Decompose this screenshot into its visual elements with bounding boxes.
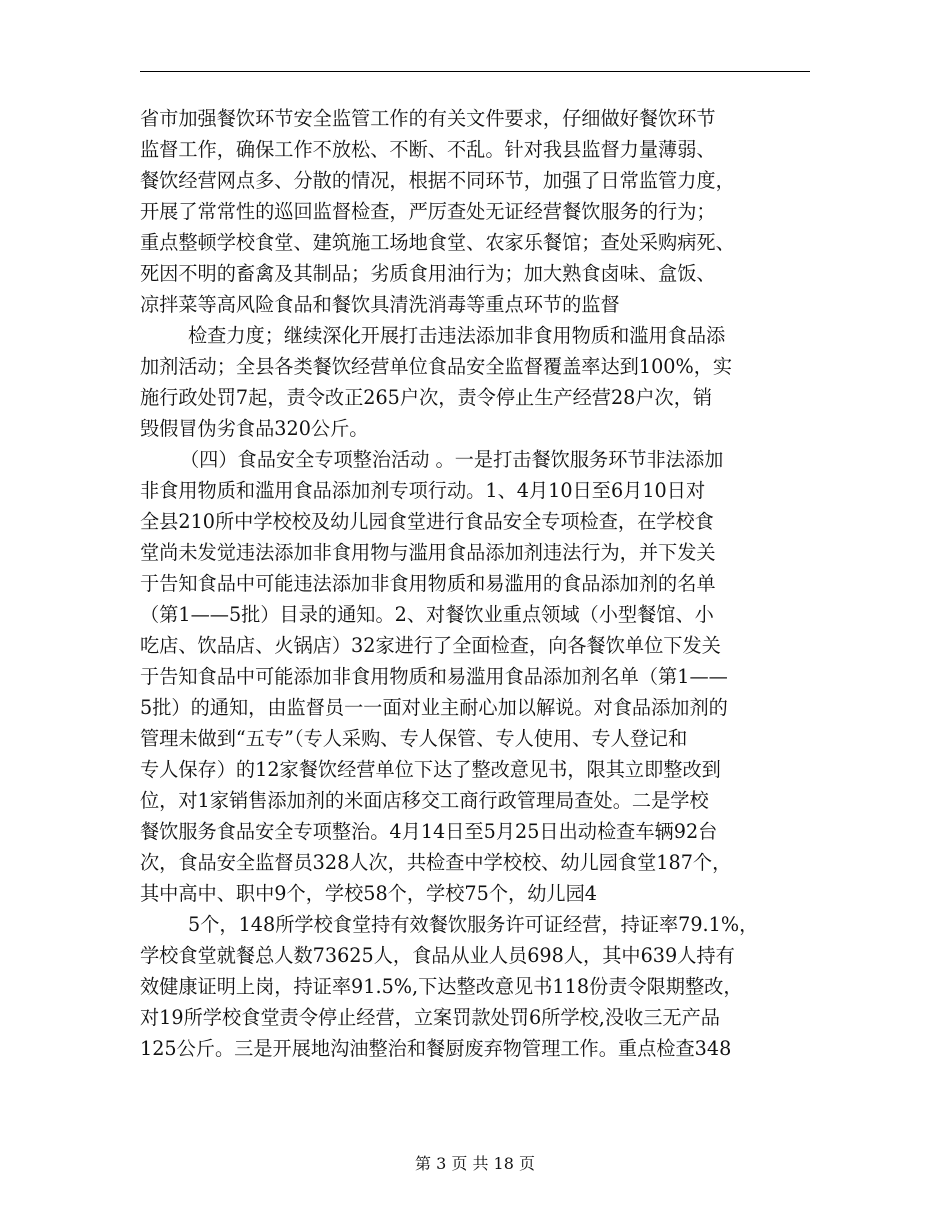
text-line-18: 吃店、饮品店、火锅店）32家进行了全面检查，向各餐饮单位下发关 [140,634,721,657]
document-body [140,103,815,1064]
text-line-26: 其中高中、职中9个，学校58个，学校75个，幼儿园4 [140,882,597,905]
text-line-21: 管理未做到“五专”（专人采购、专人保管、专人使用、专人登记和 [140,727,688,750]
text-line-13: 非食用物质和滥用食品添加剂专项行动。1、4月10日至6月10日对 [140,479,706,502]
text-line-14: 全县210所中学校校及幼儿园食堂进行食品安全专项检查，在学校食 [140,510,714,533]
text-line-27: 5个，148所学校食堂持有效餐饮服务许可证经营，持证率79.1%， [188,913,759,936]
text-line-16: 于告知食品中可能违法添加非食用物质和易滥用的食品添加剂的名单 [140,572,716,595]
text-line-25: 次，食品安全监督员328人次，共检查中学校校、幼儿园食堂187个， [140,851,732,874]
text-line-4: 开展了常常性的巡回监督检查，严厉查处无证经营餐饮服务的行为； [140,200,716,223]
text-line-24: 餐饮服务食品安全专项整治。4月14日至5月25日出动检查车辆92台 [140,820,718,843]
text-line-2: 监督工作，确保工作不放松、不断、不乱。针对我县监督力量薄弱、 [140,138,716,161]
text-line-3: 餐饮经营网点多、分散的情况，根据不同环节，加强了日常监管力度， [140,169,735,192]
text-line-28: 学校食堂就餐总人数73625人，食品从业人员698人，其中639人持有 [140,944,735,967]
text-line-15: 堂尚未发觉违法添加非食用物与滥用食品添加剂违法行为，并下发关 [140,541,716,564]
text-line-30: 对19所学校食堂责令停止经营，立案罚款处罚6所学校,没收三无产品 [140,1006,720,1029]
page-number-footer: 第 3 页 共 18 页 [415,1154,535,1173]
text-line-17: （第1——5批）目录的通知。2、对餐饮业重点领域（小型餐馆、小 [140,603,714,626]
text-line-6: 死因不明的畜禽及其制品；劣质食用油行为；加大熟食卤味、盒饭、 [140,262,716,285]
header-rule [140,71,810,72]
text-line-10: 施行政处罚7起，责令改正265户次，责令停止生产经营28户次，销 [140,386,713,409]
text-line-7: 凉拌菜等高风险食品和餐饮具清洗消毒等重点环节的监督 [140,293,620,316]
text-line-31: 125公斤。三是开展地沟油整治和餐厨废弃物管理工作。重点检查348 [140,1037,732,1060]
text-line-12: （四）食品安全专项整治活动 。一是打击餐饮服务环节非法添加 [180,448,724,471]
text-line-5: 重点整顿学校食堂、建筑施工场地食堂、农家乐餐馆；查处采购病死、 [140,231,735,254]
text-line-20: 5批）的通知，由监督员一一面对业主耐心加以解说。对食品添加剂的 [140,696,728,719]
text-line-11: 毁假冒伪劣食品320公斤。 [140,417,369,440]
text-line-29: 效健康证明上岗，持证率91.5%,下达整改意见书118份责令限期整改， [140,975,743,998]
text-line-8: 检查力度；继续深化开展打击违法添加非食用物质和滥用食品添 [188,324,726,347]
text-line-9: 加剂活动；全县各类餐饮经营单位食品安全监督覆盖率达到100%，实 [140,355,733,378]
text-line-22: 专人保存）的12家餐饮经营单位下达了整改意见书，限其立即整改到 [140,758,721,781]
text-line-23: 位，对1家销售添加剂的米面店移交工商行政管理局查处。二是学校 [140,789,709,812]
text-line-19: 于告知食品中可能添加非食用物质和易滥用食品添加剂名单（第1—— [140,665,728,688]
text-line-1: 省市加强餐饮环节安全监管工作的有关文件要求，仔细做好餐饮环节 [140,107,716,130]
